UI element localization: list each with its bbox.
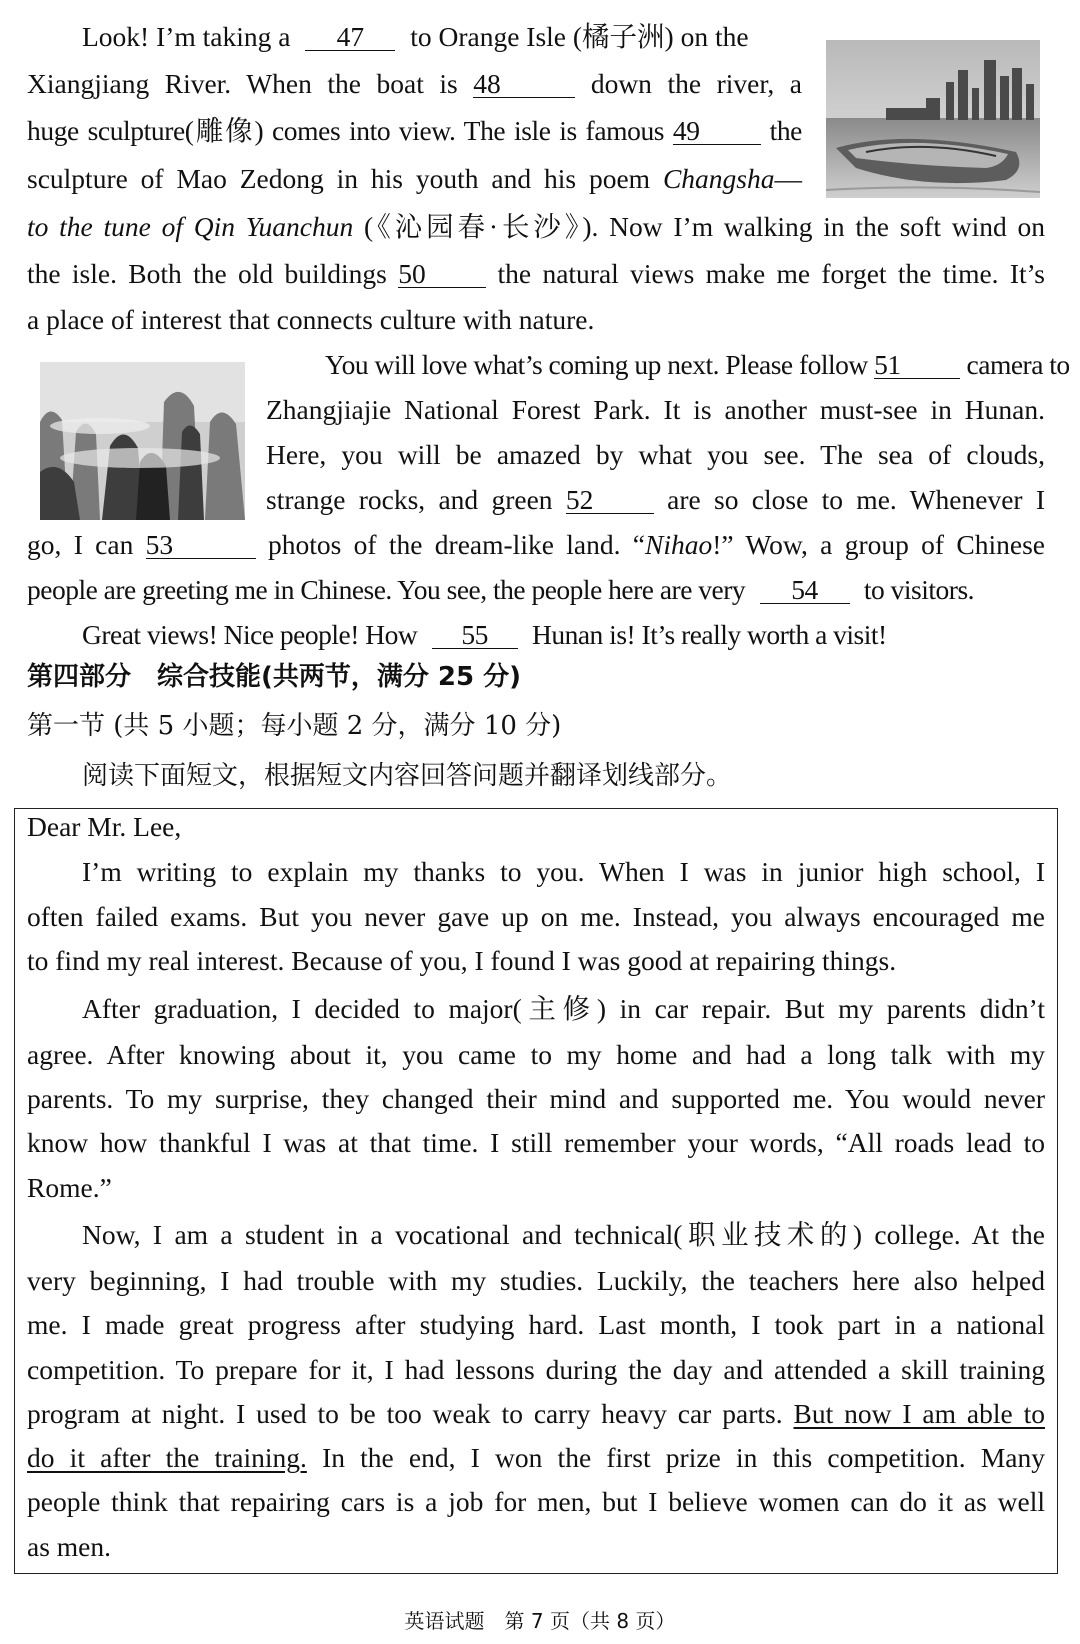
text: people are greeting me in Chinese. You see, the people here are very — [27, 574, 746, 605]
p1-line2 — [27, 69, 802, 99]
text: the natural views make me forget the time. It’s — [497, 258, 1046, 289]
text: camera to — [966, 349, 1070, 380]
letter-line-12: competition. To prepare for it, I had lessons during the day and attended a skill training — [27, 1354, 1045, 1385]
blank-54[interactable]: 54 — [760, 577, 850, 604]
poem-title: Changsha — [662, 163, 775, 194]
p2-line2 — [266, 395, 1045, 425]
p3-line1 — [82, 620, 1080, 650]
text: Here, you will be amazed by what you see. The sea of clouds, — [266, 439, 1045, 470]
text: down the river, a — [590, 68, 802, 99]
text: In the end, I won the first prize in this competition. Many — [322, 1442, 1046, 1473]
letter-line-2: often failed exams. But you never gave up on me. Instead, you always encouraged me — [27, 901, 1045, 932]
dash: — — [774, 163, 803, 194]
underlined-sentence-end: do it after the training. — [27, 1442, 307, 1473]
letter-line-7: know how thankful I was at that time. I still remember your words, “All roads lead to — [27, 1127, 1045, 1158]
blank-49[interactable]: 49 — [673, 118, 761, 145]
text: strange rocks, and green — [266, 484, 553, 515]
letter-line-6: parents. To my surprise, they changed their mind and supported me. You would never — [27, 1083, 1045, 1114]
mountains-illustration — [40, 362, 245, 520]
zhangjiajie-photo — [40, 362, 245, 520]
text: Look! I’m taking a — [82, 21, 291, 52]
letter-line-10: very beginning, I had trouble with my studies. Luckily, the teachers here also helped — [27, 1265, 1045, 1296]
text: are so close to me. Whenever I — [667, 484, 1046, 515]
text: You will love what’s coming up next. Please follow — [325, 349, 868, 380]
text: the isle. Both the old buildings — [27, 258, 387, 289]
section-instruction: 阅读下面短文，根据短文内容回答问题并翻译划线部分。 — [82, 761, 733, 791]
text: to visitors. — [863, 574, 975, 605]
text: !” Wow, a group of Chinese — [712, 529, 1046, 560]
letter-line-1: I’m writing to explain my thanks to you. When I was in junior high school, I — [82, 856, 1045, 887]
blank-52[interactable]: 52 — [566, 487, 654, 514]
blank-53[interactable]: 53 — [146, 532, 256, 559]
text: (《沁园春·长沙》). Now I’m walking in the soft wind on — [364, 211, 1046, 242]
boat-illustration — [826, 40, 1040, 198]
letter-line-5: agree. After knowing about it, you came to my home and had a long talk with my — [27, 1039, 1045, 1070]
p2-line3 — [266, 440, 1045, 470]
text: Hunan is! It’s really worth a visit! — [531, 619, 887, 650]
blank-50[interactable]: 50 — [398, 261, 486, 288]
text: huge sculpture(雕像) comes into view. The isle is famous — [27, 115, 665, 146]
p1-line3 — [27, 116, 802, 146]
blank-48[interactable]: 48 — [473, 71, 575, 98]
text: Xiangjiang River. When the boat is — [27, 68, 458, 99]
page-footer: 英语试题 第 7 页（共 8 页） — [404, 1609, 676, 1633]
letter-line-8: Rome.” — [27, 1172, 112, 1203]
blank-55[interactable]: 55 — [432, 622, 518, 649]
poem-title-cont: to the tune of Qin Yuanchun — [27, 211, 354, 242]
section-subtitle: 第一节 (共 5 小题；每小题 2 分，满分 10 分) — [27, 711, 562, 741]
p1-line4 — [27, 164, 802, 194]
p1-line5 — [27, 212, 1045, 242]
letter-line-13 — [27, 1399, 1045, 1429]
text: the — [769, 115, 802, 146]
greeting-word: Nihao — [644, 529, 713, 560]
text: sculpture of Mao Zedong in his youth and his poem — [27, 163, 651, 194]
blank-47[interactable]: 47 — [305, 24, 395, 51]
letter-line-14 — [27, 1443, 1045, 1473]
text: a place of interest that connects culture with nature. — [27, 304, 595, 335]
letter-line-3: to find my real interest. Because of you, I found I was good at repairing things. — [27, 945, 897, 976]
blank-51[interactable]: 51 — [874, 352, 960, 379]
text: go, I can — [27, 529, 134, 560]
p2-line5 — [27, 530, 1045, 560]
text: Zhangjiajie National Forest Park. It is another must-see in Hunan. — [266, 394, 1045, 425]
section-title: 第四部分 综合技能(共两节，满分 25 分) — [27, 662, 522, 692]
text: program at night. I used to be too weak to carry heavy car parts. — [27, 1398, 783, 1429]
p2-line1 — [325, 349, 1070, 380]
underlined-sentence: But now I am able to — [793, 1398, 1046, 1429]
letter-line-16: as men. — [27, 1531, 112, 1562]
text: photos of the dream-like land. “ — [268, 529, 645, 560]
p1-line1 — [82, 22, 802, 52]
p2-line6 — [27, 575, 1045, 605]
letter-salutation: Dear Mr. Lee, — [27, 811, 182, 842]
letter-line-11: me. I made great progress after studying hard. Last month, I took part in a national — [27, 1309, 1045, 1340]
p2-line4 — [266, 485, 1045, 515]
letter-line-4: After graduation, I decided to major(主修) in car repair. But my parents didn’t — [82, 993, 1045, 1024]
p1-line6 — [27, 259, 1045, 289]
p1-line7 — [27, 305, 1045, 335]
letter-line-9: Now, I am a student in a vocational and technical(职业技术的) college. At the — [82, 1219, 1045, 1250]
text: Great views! Nice people! How — [82, 619, 418, 650]
boat-river-photo — [826, 40, 1040, 198]
letter-line-15: people think that repairing cars is a job for men, but I believe women can do it as well — [27, 1486, 1045, 1517]
text: to Orange Isle (橘子洲) on the — [410, 21, 749, 52]
